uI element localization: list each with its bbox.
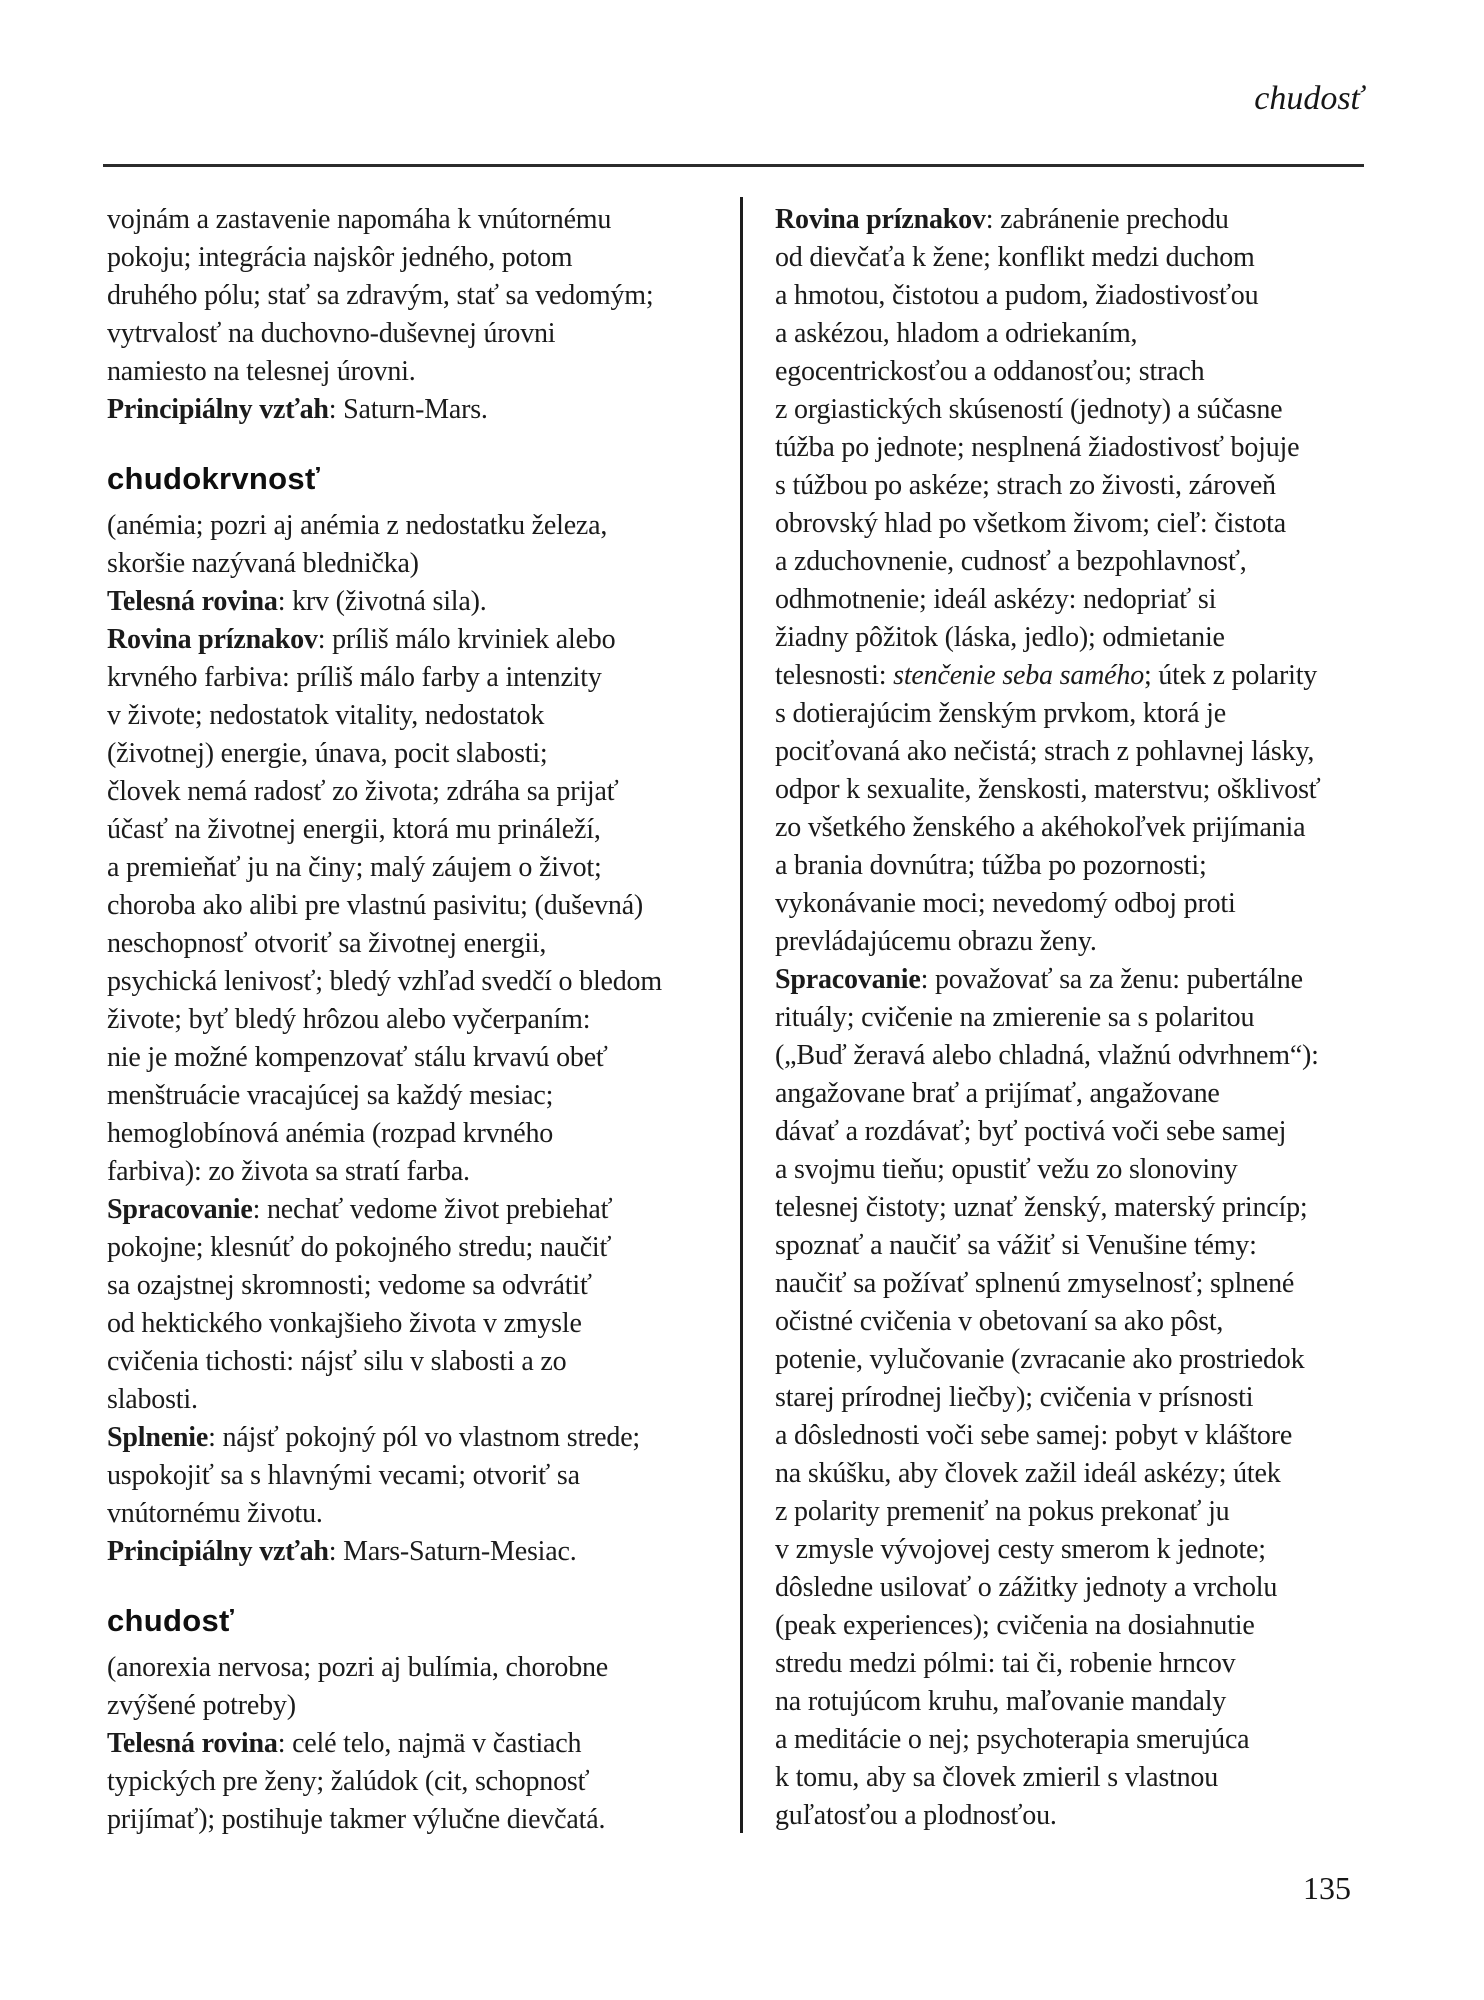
body-text: : Mars-Saturn-Mesiac.: [328, 1536, 577, 1567]
body-text: : krv (životná sila).: [277, 586, 487, 617]
body-text: : Saturn-Mars.: [328, 394, 488, 425]
body-text: cvičenia tichosti: nájsť silu v slabosti a zo: [107, 1346, 567, 1377]
text-line: [775, 1797, 1403, 1835]
body-text: (životnej) energie, únava, pocit slabosti;: [107, 738, 548, 769]
body-text: farbiva): zo života sa stratí farba.: [107, 1156, 470, 1187]
body-text: krvného farbiva: príliš málo farby a intenzity: [107, 662, 602, 693]
text-line: [107, 353, 732, 391]
body-text: na rotujúcom kruhu, maľovanie mandaly: [775, 1686, 1227, 1717]
body-text: vykonávanie moci; nevedomý odboj proti: [775, 888, 1236, 919]
body-text: spoznať a naučiť sa vážiť si Venušine témy:: [775, 1230, 1257, 1261]
text-line: [775, 1227, 1403, 1265]
text-line: [107, 1153, 732, 1191]
running-header-title: chudosť: [1254, 80, 1363, 117]
text-line: [107, 1039, 732, 1077]
header-rule: [103, 164, 1364, 167]
entry-paragraph: [775, 201, 1403, 1835]
entry-paragraph: [107, 507, 732, 1571]
body-text: túžba po jednote; nesplnená žiadostivosť bojuje: [775, 432, 1300, 463]
text-line: [775, 1645, 1403, 1683]
text-line: [775, 1493, 1403, 1531]
text-line: [775, 733, 1403, 771]
body-text: ; útek z polarity: [1144, 660, 1318, 691]
text-line: [775, 467, 1403, 505]
body-text: v živote; nedostatok vitality, nedostatok: [107, 700, 545, 731]
text-line: [775, 1607, 1403, 1645]
body-text: menštruácie vracajúcej sa každý mesiac;: [107, 1080, 554, 1111]
text-line: [107, 1191, 732, 1229]
body-text: pokoju; integrácia najskôr jedného, potom: [107, 242, 573, 273]
body-text: a brania dovnútra; túžba po pozornosti;: [775, 850, 1207, 881]
entry-heading: chudokrvnosť: [107, 461, 321, 496]
body-text: egocentrickosťou a oddanosťou; strach: [775, 356, 1205, 387]
text-line: [107, 1077, 732, 1115]
body-text: starej prírodnej liečby); cvičenia v prísnosti: [775, 1382, 1254, 1413]
text-line: [107, 1457, 732, 1495]
text-line: [775, 999, 1403, 1037]
text-line: [775, 1037, 1403, 1075]
text-line: [107, 811, 732, 849]
text-line: [775, 771, 1403, 809]
body-text: s dotierajúcim ženským prvkom, ktorá je: [775, 698, 1226, 729]
text-line: [775, 1341, 1403, 1379]
body-text: rituály; cvičenie na zmierenie sa s polaritou: [775, 1002, 1255, 1033]
text-line: [775, 239, 1403, 277]
body-text: z polarity premeniť na pokus prekonať ju: [775, 1496, 1230, 1527]
body-text: dôsledne usilovať o zážitky jednoty a vrcholu: [775, 1572, 1278, 1603]
text-line: [775, 277, 1403, 315]
text-line: [107, 239, 732, 277]
text-line: [107, 1533, 732, 1571]
text-line: [107, 925, 732, 963]
body-text: živote; byť bledý hrôzou alebo vyčerpaním:: [107, 1004, 591, 1035]
body-text: na skúšku, aby človek zažil ideál askézy; útek: [775, 1458, 1281, 1489]
body-text: (peak experiences); cvičenia na dosiahnutie: [775, 1610, 1255, 1641]
text-line: [107, 1305, 732, 1343]
bold-label: Splnenie: [107, 1422, 209, 1453]
text-line: [107, 507, 732, 545]
text-line: [107, 1267, 732, 1305]
text-line: [775, 1569, 1403, 1607]
text-line: [107, 1495, 732, 1533]
body-text: : zabránenie prechodu: [985, 204, 1229, 235]
text-line: [775, 1303, 1403, 1341]
text-line: [775, 429, 1403, 467]
left-column: [107, 201, 732, 1839]
body-text: človek nemá radosť zo života; zdráha sa prijať: [107, 776, 619, 807]
bold-label: Spracovanie: [775, 964, 921, 995]
body-text: („Buď žeravá alebo chladná, vlažnú odvrhnem“):: [775, 1040, 1319, 1071]
body-text: guľatosťou a plodnosťou.: [775, 1800, 1057, 1831]
body-text: a dôslednosti voči sebe samej: pobyt v kláštore: [775, 1420, 1293, 1451]
text-line: [107, 735, 732, 773]
bold-label: Rovina príznakov: [775, 204, 986, 235]
body-text: od hektického vonkajšieho života v zmysle: [107, 1308, 582, 1339]
body-text: : nájsť pokojný pól vo vlastnom strede;: [208, 1422, 641, 1453]
body-text: pociťovaná ako nečistá; strach z pohlavnej lásky,: [775, 736, 1315, 767]
body-text: hemoglobínová anémia (rozpad krvného: [107, 1118, 554, 1149]
body-text: zo všetkého ženského a akéhokoľvek prijímania: [775, 812, 1306, 843]
text-line: [107, 621, 732, 659]
bold-label: Principiálny vzťah: [107, 1536, 329, 1567]
text-line: [775, 847, 1403, 885]
text-line: [775, 315, 1403, 353]
body-text: angažovane brať a prijímať, angažovane: [775, 1078, 1220, 1109]
text-line: [775, 809, 1403, 847]
body-text: typických pre ženy; žalúdok (cit, schopnosť: [107, 1766, 590, 1797]
body-text: zvýšené potreby): [107, 1690, 296, 1721]
bold-label: Telesná rovina: [107, 1728, 278, 1759]
page-number: 135: [1303, 1870, 1351, 1906]
text-line: [107, 1001, 732, 1039]
body-text: stredu medzi pólmi: tai či, robenie hrncov: [775, 1648, 1236, 1679]
body-text: a askézou, hladom a odriekaním,: [775, 318, 1138, 349]
body-text: sa ozajstnej skromnosti; vedome sa odvrátiť: [107, 1270, 592, 1301]
body-text: z orgiastických skúseností (jednoty) a súčasne: [775, 394, 1283, 425]
text-line: [775, 1151, 1403, 1189]
body-text: v zmysle vývojovej cesty smerom k jednote;: [775, 1534, 1266, 1565]
body-text: vojnám a zastavenie napomáha k vnútornému: [107, 204, 612, 235]
bold-label: Spracovanie: [107, 1194, 253, 1225]
bold-label: Rovina príznakov: [107, 624, 318, 655]
body-text: od dievčaťa k žene; konflikt medzi duchom: [775, 242, 1255, 273]
text-line: [775, 1721, 1403, 1759]
text-line: [107, 1229, 732, 1267]
body-text: prevládajúcemu obrazu ženy.: [775, 926, 1097, 957]
body-text: skoršie nazývaná blednička): [107, 548, 419, 579]
body-text: prijímať); postihuje takmer výlučne dievčatá.: [107, 1804, 606, 1835]
text-line: [775, 1455, 1403, 1493]
text-line: [775, 543, 1403, 581]
text-line: [107, 887, 732, 925]
body-text: (anémia; pozri aj anémia z nedostatku železa,: [107, 510, 608, 541]
text-line: [775, 1265, 1403, 1303]
text-line: [107, 1115, 732, 1153]
body-text: a zduchovnenie, cudnosť a bezpohlavnosť,: [775, 546, 1247, 577]
body-text: (anorexia nervosa; pozri aj bulímia, chorobne: [107, 1652, 609, 1683]
text-line: [775, 1417, 1403, 1455]
body-text: uspokojiť sa s hlavnými vecami; otvoriť sa: [107, 1460, 580, 1491]
column-divider: [740, 197, 743, 1833]
body-text: a svojmu tieňu; opustiť vežu zo slonoviny: [775, 1154, 1238, 1185]
text-line: [775, 1379, 1403, 1417]
body-text: vnútornému životu.: [107, 1498, 323, 1529]
bold-label: Principiálny vzťah: [107, 394, 329, 425]
text-line: [107, 1687, 732, 1725]
text-line: [775, 1189, 1403, 1227]
body-text: obrovský hlad po všetkom živom; cieľ: čistota: [775, 508, 1286, 539]
text-line: [107, 201, 732, 239]
body-text: s túžbou po askéze; strach zo živosti, zároveň: [775, 470, 1276, 501]
body-text: očistné cvičenia v obetovaní sa ako pôst,: [775, 1306, 1224, 1337]
entry-paragraph: [107, 1649, 732, 1839]
text-line: [775, 657, 1403, 695]
body-text: telesnej čistoty; uznať ženský, materský princíp;: [775, 1192, 1308, 1223]
text-line: [107, 1801, 732, 1839]
text-line: [107, 315, 732, 353]
body-text: a hmotou, čistotou a pudom, žiadostivosťou: [775, 280, 1259, 311]
italic-text: stenčenie seba samého: [893, 660, 1144, 691]
body-text: : považovať sa za ženu: pubertálne: [920, 964, 1303, 995]
text-line: [107, 849, 732, 887]
body-text: slabosti.: [107, 1384, 198, 1415]
body-text: pokojne; klesnúť do pokojného stredu; naučiť: [107, 1232, 612, 1263]
body-text: choroba ako alibi pre vlastnú pasivitu; (duševná): [107, 890, 644, 921]
body-text: psychická lenivosť; bledý vzhľad svedčí o bledom: [107, 966, 662, 997]
text-line: [107, 773, 732, 811]
text-line: [107, 1725, 732, 1763]
text-line: [775, 581, 1403, 619]
body-text: namiesto na telesnej úrovni.: [107, 356, 416, 387]
text-line: [775, 391, 1403, 429]
text-line: [107, 277, 732, 315]
text-line: [107, 1419, 732, 1457]
entry-paragraph: [107, 201, 732, 429]
text-line: [775, 505, 1403, 543]
text-line: [107, 1343, 732, 1381]
body-text: neschopnosť otvoriť sa životnej energii,: [107, 928, 547, 959]
right-column: [775, 201, 1403, 1835]
text-line: [107, 545, 732, 583]
text-line: [107, 697, 732, 735]
text-line: [775, 619, 1403, 657]
text-line: [775, 923, 1403, 961]
body-text: odhmotnenie; ideál askézy: nedopriať si: [775, 584, 1217, 615]
text-line: [775, 201, 1403, 239]
text-line: [775, 1683, 1403, 1721]
text-line: [107, 1763, 732, 1801]
body-text: : príliš málo krviniek alebo: [317, 624, 616, 655]
body-text: : nechať vedome život prebiehať: [252, 1194, 613, 1225]
body-text: k tomu, aby sa človek zmieril s vlastnou: [775, 1762, 1219, 1793]
text-line: [775, 1759, 1403, 1797]
body-text: účasť na životnej energii, ktorá mu prináleží,: [107, 814, 601, 845]
body-text: a premieňať ju na činy; malý záujem o život;: [107, 852, 602, 883]
text-line: [107, 391, 732, 429]
body-text: dávať a rozdávať; byť poctivá voči sebe samej: [775, 1116, 1287, 1147]
text-line: [775, 885, 1403, 923]
text-line: [775, 1531, 1403, 1569]
body-text: vytrvalosť na duchovno-duševnej úrovni: [107, 318, 556, 349]
body-text: : celé telo, najmä v častiach: [277, 1728, 582, 1759]
text-line: [107, 963, 732, 1001]
text-line: [107, 1649, 732, 1687]
text-line: [775, 961, 1403, 999]
text-line: [775, 695, 1403, 733]
body-text: nie je možné kompenzovať stálu krvavú obeť: [107, 1042, 608, 1073]
entry-heading: chudosť: [107, 1603, 235, 1638]
body-text: žiadny pôžitok (láska, jedlo); odmietanie: [775, 622, 1225, 653]
bold-label: Telesná rovina: [107, 586, 278, 617]
text-line: [107, 659, 732, 697]
body-text: naučiť sa požívať splnenú zmyselnosť; splnené: [775, 1268, 1295, 1299]
body-text: potenie, vylučovanie (zvracanie ako prostriedok: [775, 1344, 1305, 1375]
text-line: [775, 353, 1403, 391]
text-line: [107, 583, 732, 621]
body-text: odpor k sexualite, ženskosti, materstvu; ošklivosť: [775, 774, 1321, 805]
body-text: druhého pólu; stať sa zdravým, stať sa vedomým;: [107, 280, 654, 311]
text-line: [775, 1075, 1403, 1113]
text-line: [107, 1381, 732, 1419]
body-text: a meditácie o nej; psychoterapia smerujúca: [775, 1724, 1250, 1755]
body-text: telesnosti:: [775, 660, 894, 691]
text-line: [775, 1113, 1403, 1151]
